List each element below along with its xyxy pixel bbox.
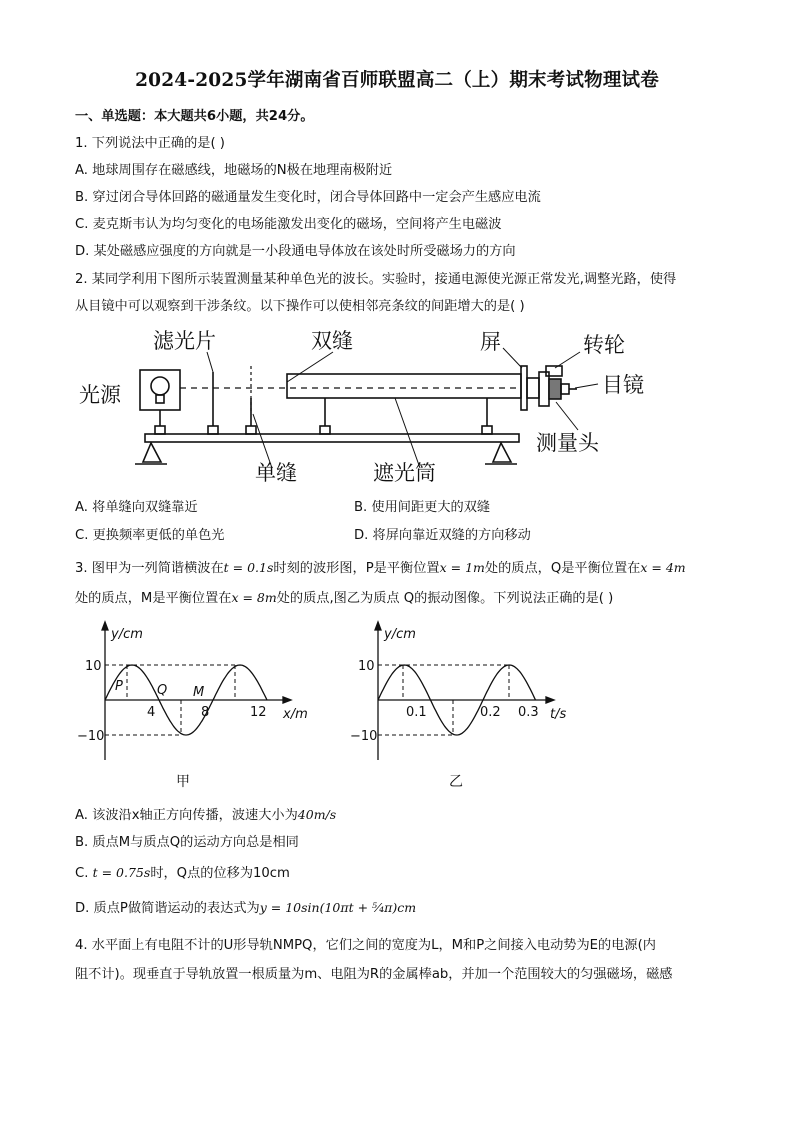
graph-jia-tick-12: 12 [250, 705, 267, 720]
vibration-graph-yi [348, 618, 588, 768]
q3-option-d [75, 899, 416, 918]
q3-math-q: x = 4m [640, 560, 686, 575]
support-right [493, 443, 511, 462]
graph-jia-xlabel: x/m [283, 707, 308, 722]
graph-jia-caption: 甲 [176, 774, 190, 790]
q3-option-a-text: A. 该波沿x轴正方向传播，波速大小为 [75, 808, 298, 823]
q3-option-d-math: y = 10sin(10πt + ⁵⁄₄π)cm [259, 900, 417, 915]
q2-stem-line2: 从目镜中可以观察到干涉条纹。以下操作可以使相邻亮条纹的间距增大的是( ) [75, 299, 525, 314]
q3-option-b: B. 质点M与质点Q的运动方向总是相同 [75, 835, 299, 850]
label-double-slit: 双缝 [311, 329, 353, 353]
graph-jia-tick-4: 4 [147, 705, 156, 720]
q3-text-part: 时刻的波形图，P是平衡位置 [273, 561, 440, 576]
filter-holder [208, 426, 218, 434]
q2-option-d: D. 将屏向靠近双缝的方向移动 [354, 528, 531, 543]
graph-jia-ytop: 10 [85, 659, 102, 674]
graph-yi-xlabel: t/s [550, 707, 567, 722]
q2-option-b: B. 使用间距更大的双缝 [354, 500, 491, 515]
q1-option-d: D. 某处磁感应强度的方向就是一小段通电导体放在该处时所受磁场力的方向 [75, 244, 516, 259]
single-slit-holder [246, 426, 256, 434]
graph-yi-tick-02: 0.2 [480, 705, 501, 720]
q3-option-c-prefix: C. [75, 866, 89, 881]
q1-option-a: A. 地球周围存在磁感线，地磁场的N极在地理南极附近 [75, 163, 393, 178]
q1-option-b: B. 穿过闭合导体回路的磁通量发生变化时，闭合导体回路中一定会产生感应电流 [75, 190, 541, 205]
point-q-label: Q [157, 683, 168, 698]
point-m-label: M [193, 685, 205, 700]
q3-text-part: 3. 图甲为一列简谐横波在 [75, 561, 224, 576]
label-light-source: 光源 [79, 383, 121, 407]
graph-jia-ylabel: y/cm [111, 627, 143, 642]
light-source-box [140, 370, 180, 410]
graph-jia-tick-8: 8 [201, 705, 210, 720]
graph-yi-ytop: 10 [358, 659, 375, 674]
q3-option-a [75, 806, 336, 825]
q3-math-m: x = 8m [231, 590, 277, 605]
q1-option-c: C. 麦克斯韦认为均匀变化的电场能激发出变化的磁场，空间将产生电磁波 [75, 217, 502, 232]
q3-stem-line1 [75, 559, 686, 578]
graph-yi-tick-03: 0.3 [518, 705, 539, 720]
label-tube: 遮光筒 [373, 461, 436, 485]
section-heading: 一、单选题：本大题共6小题，共24分。 [75, 109, 314, 124]
q2-option-c: C. 更换频率更低的单色光 [75, 528, 225, 543]
support-left [143, 443, 161, 462]
wave-graph-jia [75, 618, 315, 768]
label-eyepiece: 目镜 [602, 373, 644, 397]
graph-yi-ylabel: y/cm [384, 627, 416, 642]
double-slit-apparatus-figure [75, 322, 655, 492]
q2-stem-line1: 2. 某同学利用下图所示装置测量某种单色光的波长。实验时，接通电源使光源正常发光,调整光路，使得 [75, 272, 677, 287]
q3-text-part: 处的质点,图乙为质点 Q的振动图像。下列说法正确的是( ) [276, 591, 614, 606]
q3-math-p: x = 1m [439, 560, 485, 575]
q3-math-time: t = 0.1s [223, 560, 274, 575]
graph-jia-ybottom: −10 [77, 729, 105, 744]
graph-yi-ybottom: −10 [350, 729, 378, 744]
q2-option-a: A. 将单缝向双缝靠近 [75, 500, 198, 515]
q3-option-c [75, 864, 290, 883]
q3-stem-line2 [75, 589, 613, 608]
q1-stem: 1. 下列说法中正确的是( ) [75, 136, 225, 151]
q3-text-part: 处的质点，M是平衡位置在 [75, 591, 232, 606]
q3-option-d-text: D. 质点P做简谐运动的表达式为 [75, 901, 260, 916]
q4-stem-line2: 阻不计)。现垂直于导轨放置一根质量为m、电阻为R的金属棒ab，并加一个范围较大的匀强磁场，磁感 [75, 967, 673, 982]
q3-option-a-math: 40m/s [297, 807, 337, 822]
q3-option-c-text: 时，Q点的位移为10cm [150, 866, 290, 881]
label-measuring-head: 测量头 [536, 431, 599, 455]
page-title: 2024-2025学年湖南省百师联盟高二（上）期末考试物理试卷 [135, 70, 659, 91]
screen [521, 366, 527, 410]
graph-yi-caption: 乙 [449, 774, 463, 790]
graph-yi-tick-01: 0.1 [406, 705, 427, 720]
measuring-head [549, 379, 561, 399]
point-p-label: P [115, 679, 123, 694]
label-wheel: 转轮 [583, 333, 625, 357]
label-filter: 滤光片 [153, 329, 216, 353]
q3-option-c-math: t = 0.75s [92, 865, 151, 880]
q4-stem-line1: 4. 水平面上有电阻不计的U形导轨NMPQ，它们之间的宽度为L，M和P之间接入电动势为E的电源(内 [75, 938, 656, 953]
label-single-slit: 单缝 [255, 461, 297, 485]
measuring-head-body [539, 372, 549, 406]
label-screen: 屏 [480, 330, 501, 354]
rail [145, 434, 519, 442]
q3-text-part: 处的质点，Q是平衡位置在 [484, 561, 641, 576]
tube [287, 374, 521, 398]
